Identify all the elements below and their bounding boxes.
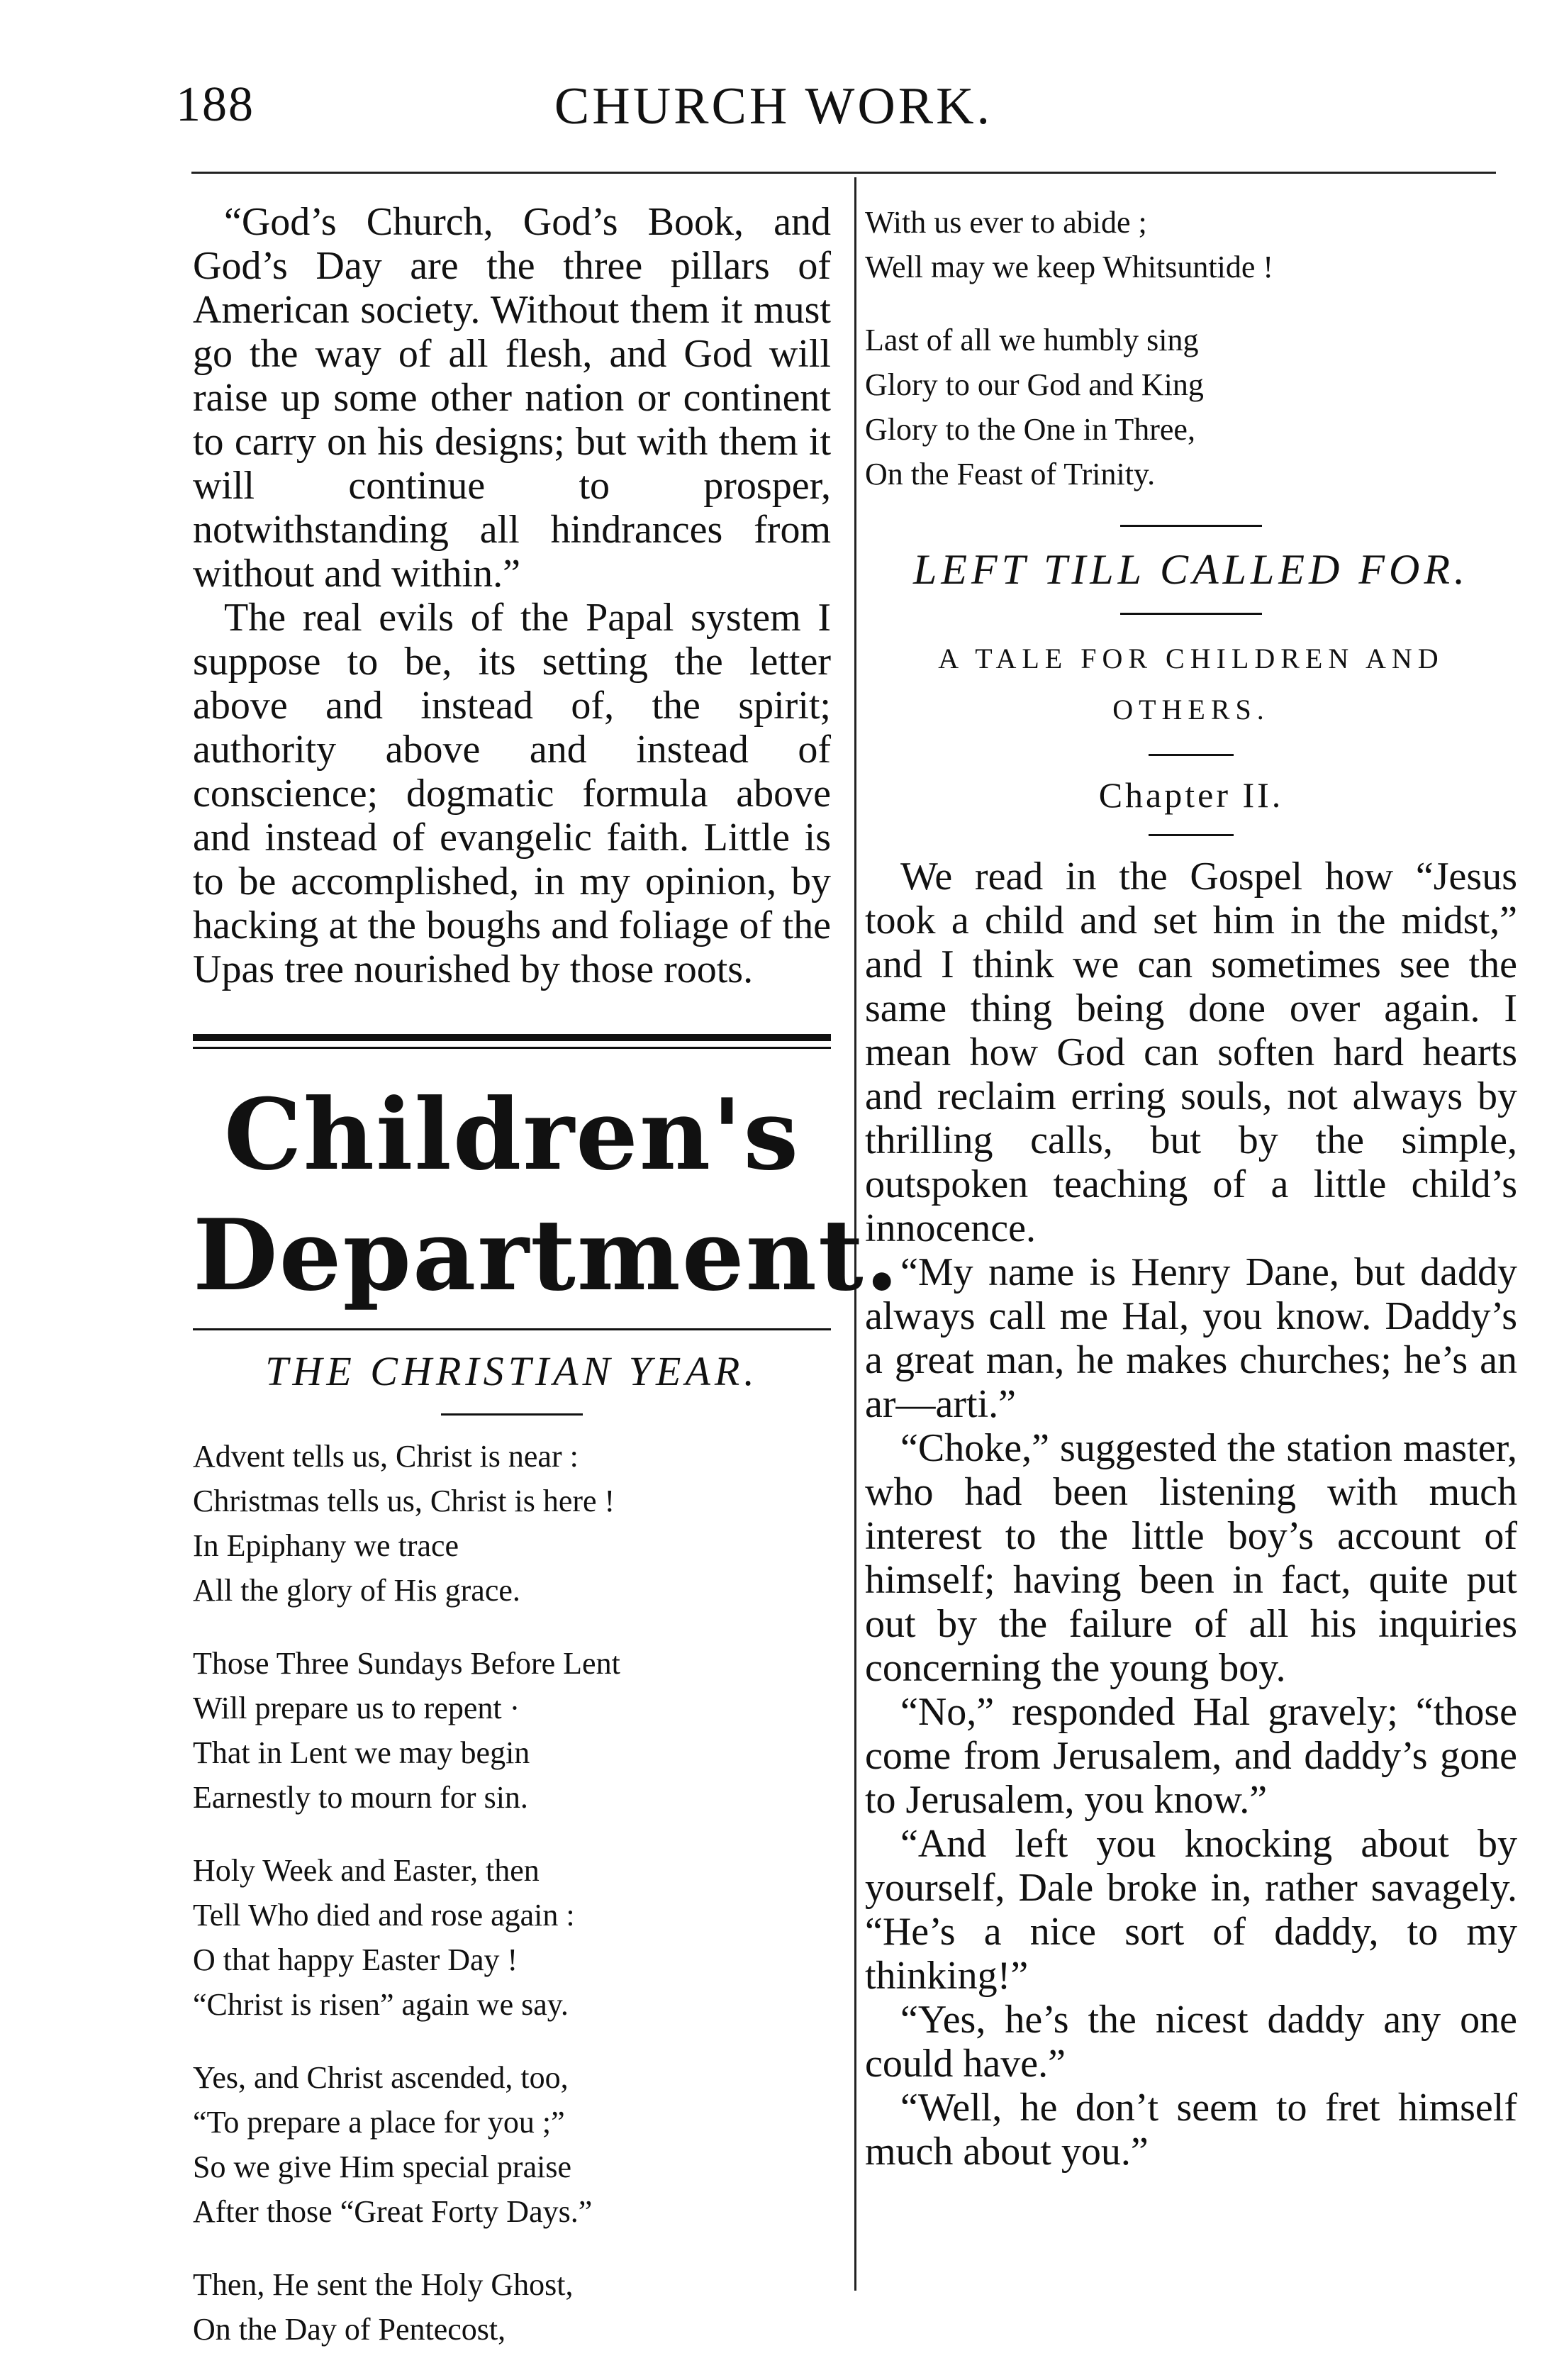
- poem-line: Last of all we humbly sing: [865, 323, 1199, 357]
- header-rule: [191, 172, 1496, 174]
- poem-line: Yes, and Christ ascended, too,: [193, 2060, 569, 2095]
- poem-line: On the Feast of Trinity.: [865, 457, 1156, 491]
- poem-line: In Epiphany we trace: [193, 1528, 459, 1563]
- poem-continued: [865, 200, 1517, 496]
- left-prose: [193, 200, 831, 991]
- stanza: [193, 2055, 831, 2234]
- poem-line: Holy Week and Easter, then: [193, 1853, 540, 1888]
- paragraph: We read in the Gospel how “Jesus took a child and set him in the midst,” and I think we can sometimes see the same thing being done over again. I mean how God can soften hard hearts and reclaim erring souls, not always by thrilling calls, but by the simple, outspoken teaching of a little child’s innocence.: [865, 855, 1517, 1250]
- poem-line: Christmas tells us, Christ is here !: [193, 1484, 615, 1518]
- poem-line: After those “Great Forty Days.”: [193, 2194, 593, 2229]
- poem-line: Tell Who died and rose again :: [193, 1898, 575, 1933]
- department-title: Children's Department.: [193, 1077, 900, 1313]
- short-rule: [1120, 525, 1262, 527]
- paragraph: The real evils of the Papal system I suppose to be, its setting the letter above and instead of, the spirit; authority above and instead of conscience; dogmatic formula above and instead of evangelic faith. Little is to be accomplished, in my opinion, by hacking at the boughs and foliage of the Upas tree nourished by those roots.: [193, 596, 831, 991]
- stanza: [193, 1641, 831, 1820]
- poem-line: Glory to our God and King: [865, 367, 1204, 402]
- poem-line: So we give Him special praise: [193, 2150, 571, 2184]
- stanza: [865, 318, 1517, 496]
- right-column: [865, 200, 1517, 2174]
- story-title: LEFT TILL CALLED FOR.: [913, 546, 1469, 593]
- short-rule: [441, 1413, 583, 1416]
- short-rule: [1120, 613, 1262, 615]
- paragraph: “Yes, he’s the nicest daddy any one could have.”: [865, 1998, 1517, 2086]
- department-rule: [193, 1328, 831, 1330]
- poem: [193, 1434, 831, 2352]
- section-rule-thick: [193, 1034, 831, 1041]
- poem-line: On the Day of Pentecost,: [193, 2312, 506, 2347]
- poem-line: With us ever to abide ;: [865, 205, 1147, 240]
- section-rule-thin: [193, 1047, 831, 1049]
- paragraph: “Well, he don’t seem to fret himself much about you.”: [865, 2086, 1517, 2174]
- poem-line: Those Three Sundays Before Lent: [193, 1646, 620, 1681]
- paragraph: “Choke,” suggested the station master, who had been listening with much interest to the little boy’s account of himself; having been in fact, quite put out by the failure of all his inquiries concerning the young boy.: [865, 1426, 1517, 1690]
- stanza: [193, 1848, 831, 2027]
- poem-line: O that happy Easter Day !: [193, 1942, 518, 1977]
- section-title: THE CHRISTIAN YEAR.: [265, 1348, 759, 1394]
- poem-line: All the glory of His grace.: [193, 1573, 520, 1608]
- story-subtitle-line: A TALE FOR CHILDREN AND: [938, 643, 1444, 674]
- poem-line: “To prepare a place for you ;”: [193, 2105, 565, 2140]
- paragraph: “No,” responded Hal gravely; “those come from Jerusalem, and daddy’s gone to Jerusalem, you know.”: [865, 1690, 1517, 1822]
- paragraph: “My name is Henry Dane, but daddy always call me Hal, you know. Daddy’s a great man, he makes churches; he’s an ar—arti.”: [865, 1250, 1517, 1426]
- story-subtitle-line: OTHERS.: [1112, 694, 1270, 725]
- poem-line: Glory to the One in Three,: [865, 412, 1195, 447]
- stanza: [193, 2262, 831, 2352]
- short-rule: [1149, 834, 1234, 836]
- poem-line: Well may we keep Whitsuntide !: [865, 250, 1274, 284]
- chapter-heading: Chapter II.: [1098, 775, 1284, 815]
- stanza: [865, 200, 1517, 289]
- paragraph: “God’s Church, God’s Book, and God’s Day are the three pillars of American society. Without them it must go the way of all flesh, and God will raise up some other nation or continent to carry on his designs; but with them it will continue to prosper, notwithstanding all hindrances from without and within.”: [193, 200, 831, 596]
- page-title: CHURCH WORK.: [554, 77, 993, 135]
- left-column: [193, 200, 900, 2380]
- poem-line: “Christ is risen” again we say.: [193, 1987, 569, 2022]
- stanza: [193, 1434, 831, 1613]
- story-text: [865, 855, 1517, 2174]
- poem-line: Then, He sent the Holy Ghost,: [193, 2267, 574, 2302]
- page-number: 188: [176, 77, 255, 132]
- short-rule: [1149, 754, 1234, 756]
- poem-line: Advent tells us, Christ is near :: [193, 1439, 579, 1474]
- poem-line: That in Lent we may begin: [193, 1735, 530, 1770]
- paragraph: “And left you knocking about by yourself, Dale broke in, rather savagely. “He’s a nice sort of daddy, to my thinking!”: [865, 1822, 1517, 1998]
- poem-line: Earnestly to mourn for sin.: [193, 1780, 528, 1815]
- poem-line: Will prepare us to repent ·: [193, 1691, 520, 1725]
